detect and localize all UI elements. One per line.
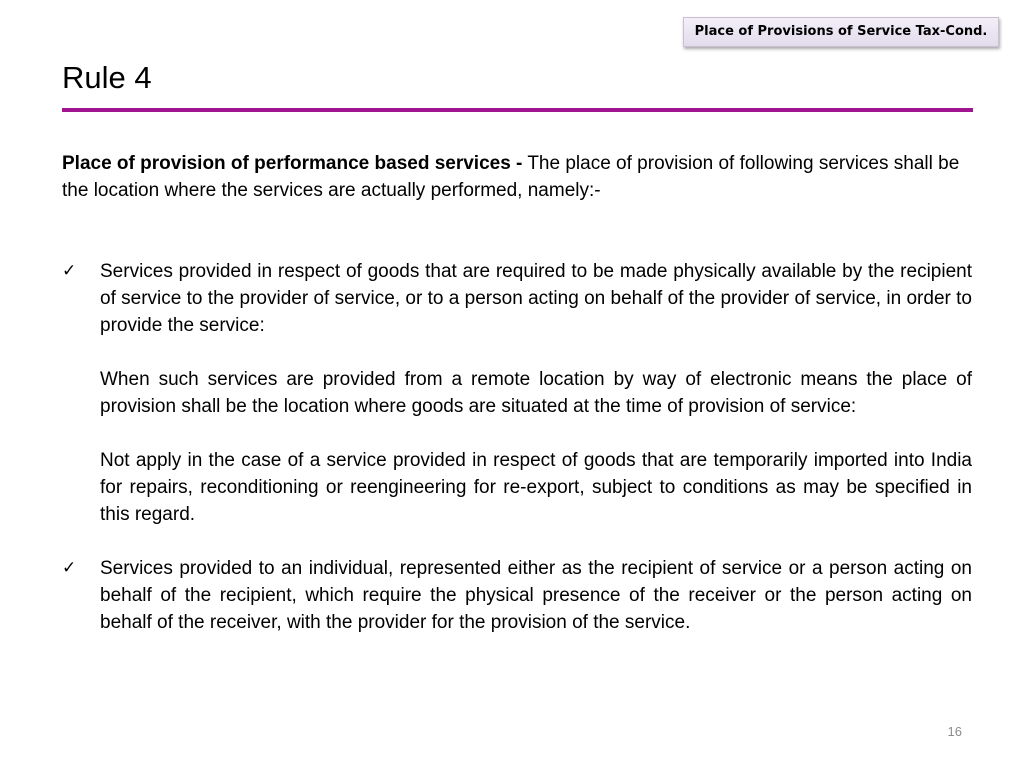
section-header-tag: Place of Provisions of Service Tax-Cond. [683,17,999,47]
page-number: 16 [947,724,962,739]
bullet-paragraph: When such services are provided from a remote location by way of electronic means the place of provision shall be the location where goods are situated at the time of provision of service: [100,369,972,417]
intro-paragraph [62,150,972,204]
page-title: Rule 4 [62,60,152,95]
bullet-item [62,258,972,528]
bullet-paragraph: Services provided in respect of goods that are required to be made physically available by the recipient of service to the provider of service, or to a person acting on behalf of the provider of service, in order to provide the service: [100,261,972,336]
bullet-list [62,258,972,636]
check-icon: ✓ [62,261,77,281]
title-divider [62,108,973,112]
intro-text: The place of provision of following services shall be the location where the services are actually performed, namely:- [62,153,960,201]
bullet-item [62,555,972,636]
intro-heading: Place of provision of performance based services - [62,153,523,174]
bullet-paragraph: Not apply in the case of a service provided in respect of goods that are temporarily imported into India for repairs, reconditioning or reengineering for re-export, subject to conditions as may be specified in this regard. [100,450,972,525]
check-icon: ✓ [62,558,77,578]
bullet-paragraph: Services provided to an individual, represented either as the recipient of service or a person acting on behalf of the recipient, which require the physical presence of the receiver or the person acting on behalf of the receiver, with the provider for the provision of the service. [100,558,972,633]
